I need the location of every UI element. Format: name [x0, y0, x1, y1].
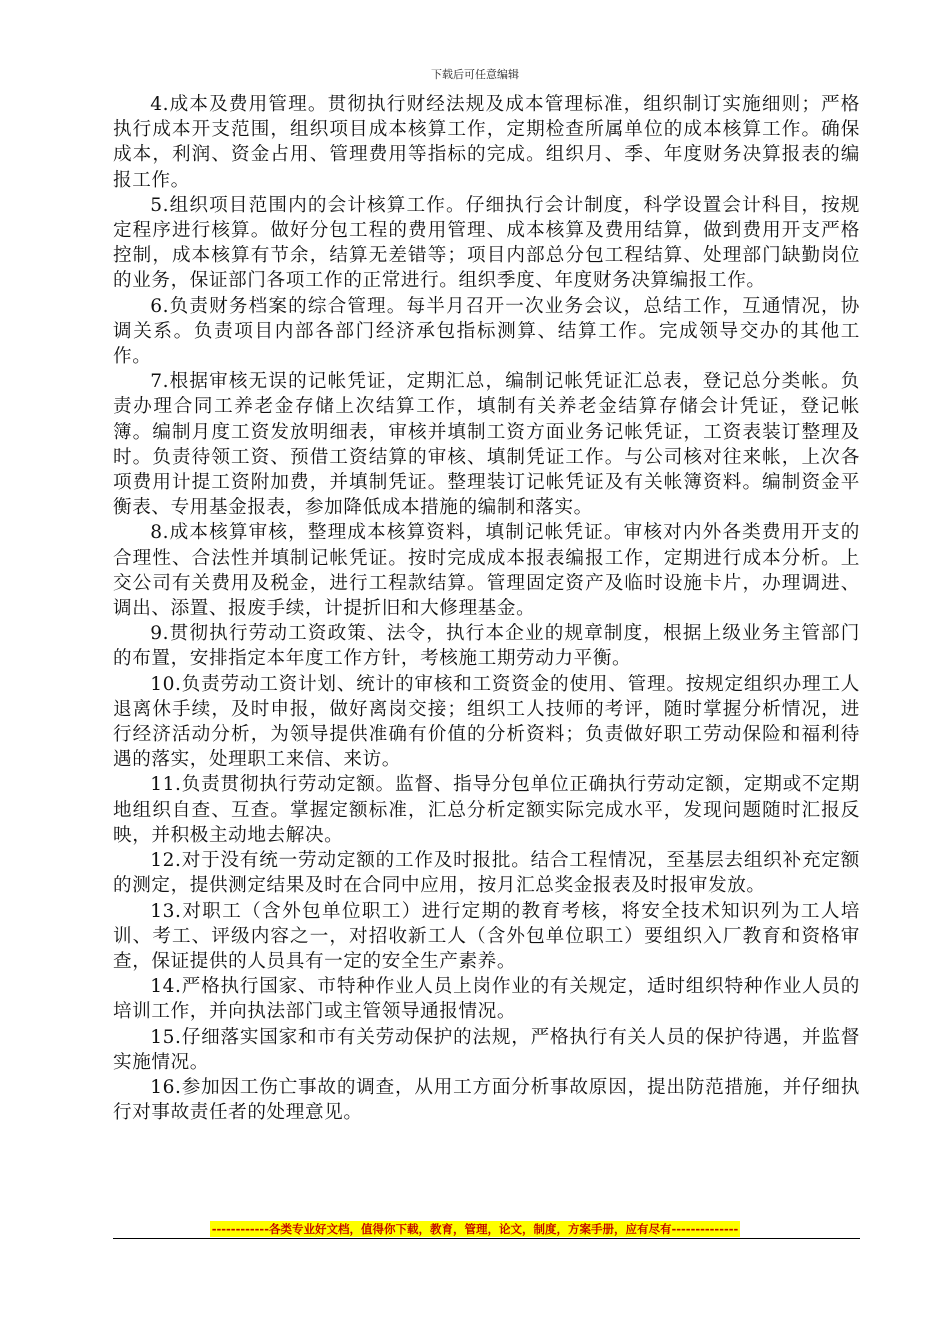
paragraph-9: 9.贯彻执行劳动工资政策、法令，执行本企业的规章制度，根据上级业务主管部门的布置，安排指定本年度工作方针，考核施工期劳动力平衡。 [113, 623, 860, 670]
paragraph-13: 13.对职工（含外包单位职工）进行定期的教育考核，将安全技术知识列为工人培训、考工、评级内容之一，对招收新工人（含外包单位职工）要组织入厂教育和资格审查，保证提供的人员具有一定的安全生产素养。 [113, 900, 860, 972]
footer-banner [0, 1220, 950, 1238]
paragraph-5: 5.组织项目范围内的会计核算工作。仔细执行会计制度，科学设置会计科目，按规定程序进行核算。做好分包工程的费用管理、成本核算及费用结算，做到费用开支严格控制，成本核算有节余，结算无差错等；项目内部总分包工程结算、处理部门缺勤岗位的业务，保证部门各项工作的正常进行。组织季度、年度财务决算编报工作。 [113, 194, 860, 292]
header-note: 下载后可任意编辑 [431, 68, 519, 81]
footer-banner-text: ------------各类专业好文档，值得你下载，教育，管理，论文，制度，方案手册，应有尽有-------------- [211, 1222, 739, 1236]
paragraph-10: 10.负责劳动工资计划、统计的审核和工资资金的使用、管理。按规定组织办理工人退离休手续，及时申报，做好离岗交接；组织工人技师的考评，随时掌握分析情况，进行经济活动分析，为领导提供准确有价值的分析资料；负责做好职工劳动保险和福利待遇的落实，处理职工来信、来访。 [113, 673, 860, 771]
paragraph-4: 4.成本及费用管理。贯彻执行财经法规及成本管理标准，组织制订实施细则；严格执行成本开支范围，组织项目成本核算工作，定期检查所属单位的成本核算工作。确保成本，利润、资金占用、管理费用等指标的完成。组织月、季、年度财务决算报表的编报工作。 [113, 94, 860, 191]
footer-divider [113, 1238, 860, 1239]
paragraph-6: 6.负责财务档案的综合管理。每半月召开一次业务会议，总结工作，互通情况，协调关系。负责项目内部各部门经济承包指标测算、结算工作。完成领导交办的其他工作。 [113, 295, 860, 368]
paragraph-8: 8.成本核算审核，整理成本核算资料，填制记帐凭证。审核对内外各类费用开支的合理性、合法性并填制记帐凭证。按时完成成本报表编报工作，定期进行成本分析。上交公司有关费用及税金，进行工程款结算。管理固定资产及临时设施卡片，办理调进、调出、添置、报废手续，计提折旧和大修理基金。 [113, 522, 860, 620]
paragraph-12: 12.对于没有统一劳动定额的工作及时报批。结合工程情况，至基层去组织补充定额的测定，提供测定结果及时在合同中应用，按月汇总奖金报表及时报审发放。 [113, 850, 860, 897]
paragraph-15: 15.仔细落实国家和市有关劳动保护的法规，严格执行有关人员的保护待遇，并监督实施情况。 [113, 1026, 860, 1073]
paragraph-14: 14.严格执行国家、市特种作业人员上岗作业的有关规定，适时组织特种作业人员的培训工作，并向执法部门或主管领导通报情况。 [113, 976, 860, 1023]
paragraph-11: 11.负责贯彻执行劳动定额。监督、指导分包单位正确执行劳动定额，定期或不定期地组织自查、互查。掌握定额标准，汇总分析定额实际完成水平，发现问题随时汇报反映，并积极主动地去解决。 [113, 774, 860, 846]
document-body [113, 92, 860, 1125]
paragraph-16: 16.参加因工伤亡事故的调查，从用工方面分析事故原因，提出防范措施，并仔细执行对事故责任者的处理意见。 [113, 1076, 860, 1124]
paragraph-7: 7.根据审核无误的记帐凭证，定期汇总，编制记帐凭证汇总表，登记总分类帐。负责办理合同工养老金存储上次结算工作，填制有关养老金结算存储会计凭证，登记帐簿。编制月度工资发放明细表，审核并填制工资方面业务记帐凭证，工资表装订整理及时。负责待领工资、预借工资结算的审核、填制凭证工作。与公司核对往来帐，上次各项费用计提工资附加费，并填制凭证。整理装订记帐凭证及有关帐簿资料。编制资金平衡表、专用基金报表，参加降低成本措施的编制和落实。 [113, 371, 860, 519]
